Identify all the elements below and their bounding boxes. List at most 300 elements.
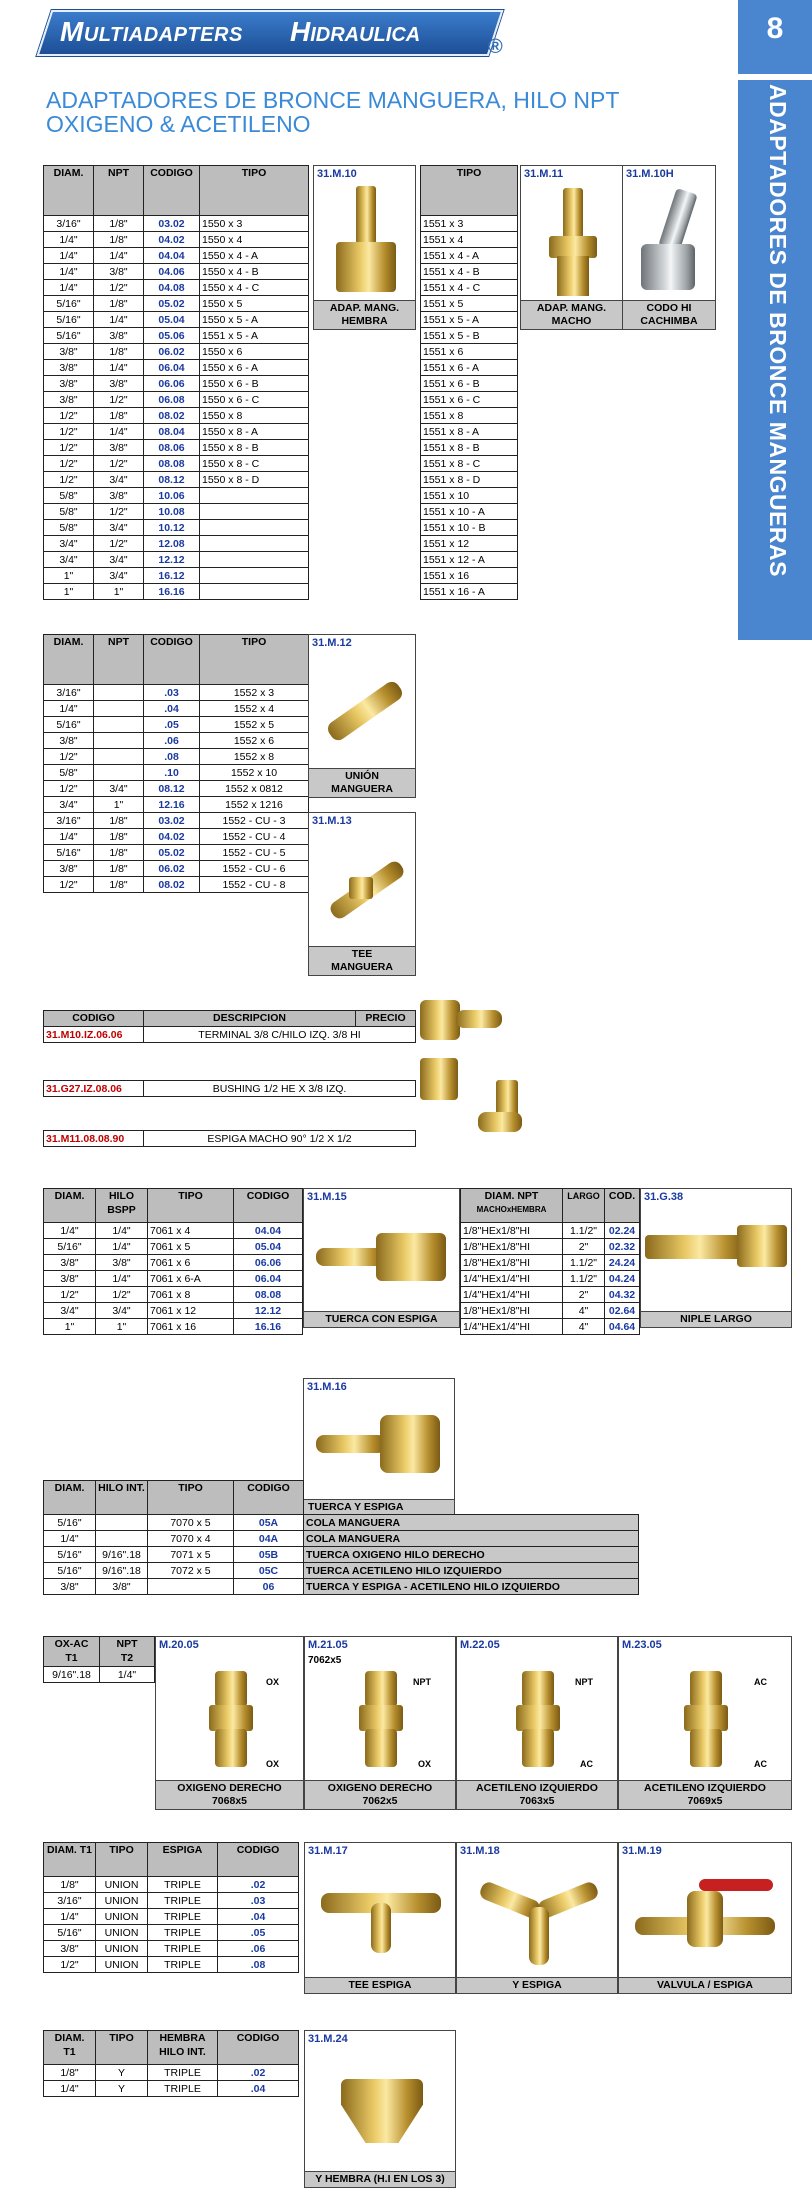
- table-cell: 1550 x 5: [200, 296, 309, 312]
- table-row: [421, 536, 518, 552]
- table-cell: 1552 - CU - 8: [200, 877, 309, 893]
- col-hilo: HILO INT.: [96, 1481, 148, 1515]
- table-cell: 7072 x 5: [148, 1563, 234, 1579]
- table-row: [44, 584, 309, 600]
- fitting-hembra-icon: [336, 186, 396, 296]
- table-row: [44, 296, 309, 312]
- table-cell: TRIPLE: [148, 1957, 218, 1973]
- table-row: [44, 392, 309, 408]
- table-row: [461, 1287, 640, 1303]
- table-cell: 3/4": [44, 536, 94, 552]
- table-cell: [94, 765, 144, 781]
- product-31m24[interactable]: [304, 2030, 456, 2188]
- table-cell: 1/4": [44, 829, 94, 845]
- table-row: [421, 488, 518, 504]
- table-cell: 1": [94, 584, 144, 600]
- table-cell: 3/4": [96, 1303, 148, 1319]
- code-cell: 06.06: [234, 1255, 303, 1271]
- code-cell: 04.04: [234, 1223, 303, 1239]
- table-cell: 1550 x 3: [200, 216, 309, 232]
- port-top-label: OX: [265, 1677, 279, 1687]
- table-cell: 1/8"HEx1/8"HI: [461, 1223, 563, 1239]
- code-cell: 08.08: [144, 456, 200, 472]
- table-cell: [200, 488, 309, 504]
- col-cod: COD.: [605, 1189, 640, 1223]
- code-cell: 04.02: [144, 232, 200, 248]
- table-cell: 1/8": [94, 845, 144, 861]
- table-cell: 1/8": [94, 829, 144, 845]
- table-cell: 1": [44, 584, 94, 600]
- row-code: 31.M10.IZ.06.06: [44, 1027, 144, 1043]
- side-title: ADAPTADORES DE BRONCE MANGUERAS: [765, 84, 791, 577]
- table-cell: 1551 x 5: [421, 296, 518, 312]
- code-cell: 16.16: [234, 1319, 303, 1335]
- code-label: M.21.05: [308, 1639, 348, 1651]
- col-diam: DIAM.: [44, 166, 94, 216]
- code-cell: 05B: [234, 1547, 304, 1563]
- table-cell: [200, 584, 309, 600]
- col-hembra: [148, 2031, 218, 2065]
- table-cell: 1/8": [94, 861, 144, 877]
- table-cell: 3/8": [44, 392, 94, 408]
- table-row: [44, 552, 309, 568]
- table-cell: TRIPLE: [148, 1909, 218, 1925]
- hdr-line: HILO INT.: [159, 2046, 206, 2058]
- table-cell: 1552 - CU - 5: [200, 845, 309, 861]
- table-cell: 1/8": [94, 344, 144, 360]
- code-cell: .04: [218, 1909, 299, 1925]
- table-cell: 7061 x 6: [148, 1255, 234, 1271]
- caption: [309, 946, 415, 975]
- product-31m13[interactable]: [308, 812, 416, 976]
- caption: [619, 1780, 791, 1809]
- t2-body: [421, 216, 518, 600]
- col-diam: DIAM. T1: [44, 1843, 96, 1877]
- row-code: 31.G27.IZ.08.06: [44, 1081, 144, 1097]
- table-row: [44, 360, 309, 376]
- table-cell: 3/4": [44, 1303, 96, 1319]
- table-cell: 3/8": [96, 1579, 148, 1595]
- col-codigo: CODIGO: [218, 1843, 299, 1877]
- nut-with-hose-icon: [316, 1233, 446, 1283]
- table-cell: 9/16".18: [96, 1563, 148, 1579]
- table-cell: 1/2": [44, 440, 94, 456]
- table-row: [44, 1239, 303, 1255]
- table-cell: TUERCA ACETILENO HILO IZQUIERDO: [304, 1563, 639, 1579]
- product-31m19[interactable]: [618, 1842, 792, 1994]
- table-cell: 1/2": [44, 424, 94, 440]
- table-cell: 3/8": [44, 376, 94, 392]
- table-cell: [200, 568, 309, 584]
- code-label: 31.G.38: [644, 1191, 684, 1203]
- hdr-line: DIAM. NPT: [484, 1190, 539, 1202]
- caption: [623, 300, 715, 329]
- table-espiga-macho: [43, 1130, 416, 1147]
- code-cell: 05.04: [144, 312, 200, 328]
- table-row: [421, 456, 518, 472]
- table-row: [421, 504, 518, 520]
- table-cell: 3/4": [44, 797, 94, 813]
- table-row: [421, 408, 518, 424]
- code-cell: .04: [218, 2081, 299, 2097]
- port-bottom-label: AC: [580, 1759, 593, 1769]
- table-row: [421, 440, 518, 456]
- table-cell: TRIPLE: [148, 2081, 218, 2097]
- table-cell: 1/8": [94, 216, 144, 232]
- table-union-tee: [43, 634, 309, 893]
- table-cell: 1/4": [94, 424, 144, 440]
- code-cell: 06.08: [144, 392, 200, 408]
- col-npt: NPT: [94, 635, 144, 685]
- code-cell: 06.02: [144, 861, 200, 877]
- table-cell: [200, 552, 309, 568]
- table-row: [44, 1877, 299, 1893]
- code-cell: 04.06: [144, 264, 200, 280]
- table-cell: UNION: [96, 1893, 148, 1909]
- tee-hose-icon: [319, 841, 409, 941]
- table-row: [44, 248, 309, 264]
- table-cell: 5/16": [44, 1563, 96, 1579]
- hdr-line: OX-AC: [54, 1638, 89, 1650]
- caption-type: 7062x5: [362, 1795, 398, 1807]
- code-label: 31.M.12: [312, 637, 352, 649]
- table-row: [44, 1909, 299, 1925]
- t10-body: [44, 2065, 299, 2097]
- table-cell: 3/4": [94, 472, 144, 488]
- code-label: 31.M.15: [307, 1191, 347, 1203]
- title-line-2: OXIGENO & ACETILENO: [46, 111, 311, 137]
- table-cell: 1/2": [44, 877, 94, 893]
- t3-body: [44, 685, 309, 893]
- caption-type: 7068x5: [211, 1795, 248, 1807]
- product-31m18[interactable]: [456, 1842, 618, 1994]
- table-row: [44, 376, 309, 392]
- table-cell: 3/4": [94, 552, 144, 568]
- table-niple: [460, 1188, 640, 1335]
- table-cell: 3/8": [94, 376, 144, 392]
- row-desc: TERMINAL 3/8 C/HILO IZQ. 3/8 HI: [144, 1027, 416, 1043]
- nut-and-hose-icon: [316, 1415, 446, 1475]
- cell: 9/16".18: [44, 1667, 100, 1683]
- table-cell: 1/2": [44, 749, 94, 765]
- hdr-line: HEMBRA: [159, 2032, 206, 2044]
- table-cell: 5/16": [44, 328, 94, 344]
- code-label: 31.M.17: [308, 1845, 348, 1857]
- code-cell: .10: [144, 765, 200, 781]
- table-row: [44, 1223, 303, 1239]
- col-diam: DIAM.: [44, 635, 94, 685]
- code-cell: 05.02: [144, 296, 200, 312]
- table-cell: [94, 733, 144, 749]
- code-cell: 06.02: [144, 344, 200, 360]
- t7-body: [44, 1515, 639, 1595]
- product-31m10h[interactable]: [622, 165, 716, 330]
- table-bushing: [43, 1080, 416, 1097]
- table-cell: TUERCA Y ESPIGA - ACETILENO HILO IZQUIERDO: [304, 1579, 639, 1595]
- table-oxy-acet-nuts: [43, 1480, 639, 1595]
- fitting-macho-icon: [549, 188, 597, 298]
- table-cell: 1/8": [44, 2065, 96, 2081]
- table-cell: 1/8"HEx1/8"HI: [461, 1303, 563, 1319]
- caption-line: TEE: [351, 948, 373, 960]
- table-cell: 1552 - CU - 3: [200, 813, 309, 829]
- table-cell: 1/8"HEx1/8"HI: [461, 1255, 563, 1271]
- table-cell: 1552 x 1216: [200, 797, 309, 813]
- table-cell: 5/16": [44, 845, 94, 861]
- table-cell: 1551 x 4 - B: [421, 264, 518, 280]
- table-cell: 1550 x 4 - A: [200, 248, 309, 264]
- caption-line: MACHO: [551, 315, 592, 327]
- table-cell: 1552 x 0812: [200, 781, 309, 797]
- table-cell: 3/8": [44, 1941, 96, 1957]
- table-cell: 1551 x 12 - A: [421, 552, 518, 568]
- table-row: [421, 264, 518, 280]
- table-y-hembra: [43, 2030, 299, 2097]
- table-row: [44, 845, 309, 861]
- product-ox-0[interactable]: [155, 1636, 304, 1810]
- table-cell: 5/8": [44, 488, 94, 504]
- table-cell: 5/16": [44, 312, 94, 328]
- brand-left: Multiadapters: [60, 16, 243, 47]
- code-cell: 06.04: [234, 1271, 303, 1287]
- code-cell: .05: [144, 717, 200, 733]
- table-cell: 1550 x 8 - A: [200, 424, 309, 440]
- table-row: [44, 1925, 299, 1941]
- table-cell: 1/8": [44, 1877, 96, 1893]
- table-cell: 5/16": [44, 1515, 96, 1531]
- table-cell: 1/4"HEx1/4"HI: [461, 1319, 563, 1335]
- table-cell: [148, 1579, 234, 1595]
- product-ox-2[interactable]: [456, 1636, 618, 1810]
- table-row: [44, 568, 309, 584]
- table-cell: 3/4": [44, 552, 94, 568]
- table-cell: 1/4": [44, 701, 94, 717]
- table-cell: 1551 x 8 - D: [421, 472, 518, 488]
- code-cell: .02: [218, 1877, 299, 1893]
- table-cell: 1/4": [44, 232, 94, 248]
- table-cell: 1550 x 5 - A: [200, 312, 309, 328]
- table-cell: 1/4"HEx1/4"HI: [461, 1287, 563, 1303]
- product-31m15[interactable]: [303, 1188, 460, 1328]
- table-row: [44, 1303, 303, 1319]
- table-row: [44, 280, 309, 296]
- product-ox-1[interactable]: [304, 1636, 456, 1810]
- table-row: [44, 1271, 303, 1287]
- table-row: [44, 1941, 299, 1957]
- table-left-thread: [43, 1010, 416, 1043]
- y-barb-icon: [479, 1877, 599, 1967]
- col-largo: LARGO: [563, 1189, 605, 1223]
- table-cell: 5/8": [44, 520, 94, 536]
- table-row: [421, 344, 518, 360]
- code-cell: 10.12: [144, 520, 200, 536]
- table-cell: 1/4": [96, 1239, 148, 1255]
- table-cell: 1/2": [94, 456, 144, 472]
- table-cell: TRIPLE: [148, 1893, 218, 1909]
- caption: Y ESPIGA: [457, 1977, 617, 1993]
- col-codigo: CODIGO: [44, 1011, 144, 1027]
- table-cell: 1.1/2": [563, 1223, 605, 1239]
- table-cell: 1/2": [96, 1287, 148, 1303]
- product-ox-3[interactable]: [618, 1636, 792, 1810]
- table-cell: 1/4"HEx1/4"HI: [461, 1271, 563, 1287]
- table-cell: 1550 x 8 - B: [200, 440, 309, 456]
- code-cell: 08.12: [144, 781, 200, 797]
- table-cell: TRIPLE: [148, 1877, 218, 1893]
- code-cell: .03: [144, 685, 200, 701]
- table-cell: TRIPLE: [148, 1941, 218, 1957]
- code-label: 31.M.19: [622, 1845, 662, 1857]
- table-cell: 5/16": [44, 1239, 96, 1255]
- table-cell: 1/2": [94, 536, 144, 552]
- espiga-90-icon: [478, 1080, 528, 1140]
- table-cell: UNION: [96, 1877, 148, 1893]
- table-row: [44, 813, 309, 829]
- table-cell: 1/4": [94, 312, 144, 328]
- table-cell: 1552 x 8: [200, 749, 309, 765]
- side-title-band: [738, 80, 812, 640]
- table-cell: 1551 x 16: [421, 568, 518, 584]
- table-cell: UNION: [96, 1941, 148, 1957]
- port-top-label: AC: [754, 1677, 767, 1687]
- table-cell: 3/4": [94, 568, 144, 584]
- code-cell: .08: [218, 1957, 299, 1973]
- table-cell: [94, 685, 144, 701]
- hdr-line: MACHOxHEMBRA: [476, 1205, 547, 1214]
- table-cell: 1": [44, 568, 94, 584]
- table-row: [421, 392, 518, 408]
- table-cell: COLA MANGUERA: [304, 1515, 639, 1531]
- code-cell: 04.04: [144, 248, 200, 264]
- col-codigo: CODIGO: [144, 635, 200, 685]
- table-thread-spec: [43, 1636, 155, 1683]
- table-cell: 1550 x 8 - C: [200, 456, 309, 472]
- table-cell: 1/4": [44, 248, 94, 264]
- col-descripcion: DESCRIPCION: [144, 1011, 356, 1027]
- table-cell: 1/4": [44, 280, 94, 296]
- col-tipo: TIPO: [200, 166, 309, 216]
- product-31g38[interactable]: [640, 1188, 792, 1328]
- code-cell: 24.24: [605, 1255, 640, 1271]
- table-row: [461, 1255, 640, 1271]
- table-cell: 3/8": [44, 1271, 96, 1287]
- table-cell: 7061 x 8: [148, 1287, 234, 1303]
- code-cell: 08.08: [234, 1287, 303, 1303]
- table-row: [421, 312, 518, 328]
- table-cell: 1551 x 10 - A: [421, 504, 518, 520]
- table-row: [44, 328, 309, 344]
- table-cell: 1551 x 4: [421, 232, 518, 248]
- port-bottom-label: AC: [754, 1759, 767, 1769]
- table-bronze-hembra: [43, 165, 309, 600]
- table-cell: 1": [96, 1319, 148, 1335]
- col-diam-npt: [461, 1189, 563, 1223]
- table-row: [421, 376, 518, 392]
- code-cell: 10.08: [144, 504, 200, 520]
- table-cell: [200, 520, 309, 536]
- elbow-icon: [637, 190, 707, 300]
- col-tipo: TIPO: [421, 166, 518, 216]
- table-cell: 1/4": [96, 1271, 148, 1287]
- caption: [457, 1780, 617, 1809]
- table-cell: [94, 749, 144, 765]
- bushing-icon: [420, 1058, 458, 1100]
- port-top-label: NPT: [575, 1677, 593, 1687]
- product-31m11[interactable]: [520, 165, 623, 330]
- code-cell: 06.04: [144, 360, 200, 376]
- col-npt: NPT: [94, 166, 144, 216]
- table-cell: 1550 x 8 - D: [200, 472, 309, 488]
- table-cell: 1550 x 6: [200, 344, 309, 360]
- code-cell: .08: [144, 749, 200, 765]
- table-cell: 1/4": [94, 360, 144, 376]
- table-cell: 1/4": [44, 1909, 96, 1925]
- table-cell: 1552 x 3: [200, 685, 309, 701]
- table-cell: 1551 x 8 - C: [421, 456, 518, 472]
- table-cell: 1551 x 5 - A: [421, 312, 518, 328]
- table-cell: 1/2": [44, 472, 94, 488]
- product-31m12[interactable]: [308, 634, 416, 798]
- table-cell: [96, 1515, 148, 1531]
- table-cell: 1551 x 6 - A: [421, 360, 518, 376]
- table-row: [421, 216, 518, 232]
- code-label: 31.M.10: [317, 168, 357, 180]
- caption-line: ACETILENO IZQUIERDO: [644, 1782, 766, 1794]
- caption-type: 7063x5: [519, 1795, 555, 1807]
- table-cell: 1/2": [44, 1287, 96, 1303]
- table-cell: 7061 x 4: [148, 1223, 234, 1239]
- table-cell: 1551 x 16 - A: [421, 584, 518, 600]
- product-31m17[interactable]: [304, 1842, 456, 1994]
- caption-line: MANGUERA: [331, 783, 393, 795]
- page-title: [46, 88, 619, 136]
- table-row: [421, 552, 518, 568]
- table-cell: 5/8": [44, 765, 94, 781]
- table-cell: 3/8": [94, 264, 144, 280]
- table-row: [44, 877, 309, 893]
- code-cell: 05.04: [234, 1239, 303, 1255]
- table-row: [44, 1957, 299, 1973]
- table-cell: 1550 x 6 - B: [200, 376, 309, 392]
- col-ox-ac: [44, 1637, 100, 1667]
- code-label: 31.M.18: [460, 1845, 500, 1857]
- product-31m10[interactable]: [313, 165, 416, 330]
- table-cell: 1551 x 6 - C: [421, 392, 518, 408]
- table-cell: 7070 x 4: [148, 1531, 234, 1547]
- table-cell: TRIPLE: [148, 2065, 218, 2081]
- col-tipo: TIPO: [96, 1843, 148, 1877]
- caption: NIPLE LARGO: [641, 1311, 791, 1327]
- table-row: [421, 248, 518, 264]
- col-diam: [44, 2031, 96, 2065]
- table-row: [44, 2081, 299, 2097]
- t1-body: [44, 216, 309, 600]
- table-row: [461, 1303, 640, 1319]
- col-espiga: ESPIGA: [148, 1843, 218, 1877]
- table-row: [44, 717, 309, 733]
- code-cell: 04.08: [144, 280, 200, 296]
- table-row: [44, 344, 309, 360]
- caption: TUERCA Y ESPIGA: [304, 1499, 454, 1515]
- caption-line: HEMBRA: [341, 315, 388, 327]
- adapter-icon: [516, 1671, 560, 1769]
- table-cell: 1.1/2": [563, 1255, 605, 1271]
- table-cell: 1550 x 4: [200, 232, 309, 248]
- col-diam: DIAM.: [44, 1481, 96, 1515]
- table-cell: 1552 - CU - 4: [200, 829, 309, 845]
- row-desc: BUSHING 1/2 HE X 3/8 IZQ.: [144, 1081, 416, 1097]
- table-row: [421, 568, 518, 584]
